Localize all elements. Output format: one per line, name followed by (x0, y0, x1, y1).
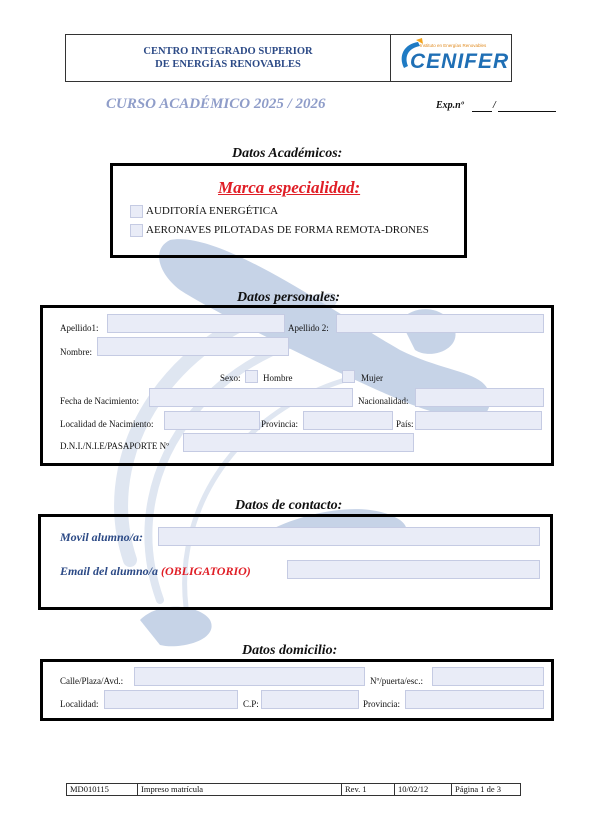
nombre-field[interactable] (97, 337, 289, 356)
movil-field[interactable] (158, 527, 540, 546)
logo (396, 38, 508, 78)
nombre-label: Nombre: (60, 347, 92, 357)
address-title: Datos domicilio: (242, 643, 338, 658)
sexo-label: Sexo: (220, 373, 241, 383)
org-name (66, 45, 390, 71)
logo-text: CENIFER (410, 50, 510, 73)
footer-date: 10/02/12 (394, 783, 452, 796)
exp-line-2 (498, 111, 556, 112)
email-label (60, 564, 251, 579)
email-label-text: Email del alumno/a (60, 564, 159, 578)
course-title: CURSO ACADÉMICO 2025 / 2026 (106, 96, 326, 112)
footer-rev: Rev. 1 (341, 783, 395, 796)
apellido2-label: Apellido 2: (288, 323, 329, 333)
option-drones-label: AERONAVES PILOTADAS DE FORMA REMOTA-DRONES (146, 224, 429, 236)
localidad-label: Localidad: (60, 699, 99, 709)
nacionalidad-field[interactable] (415, 388, 544, 407)
pais-label: País: (396, 419, 414, 429)
hombre-label: Hombre (263, 373, 293, 383)
provincia-nacimiento-field[interactable] (303, 411, 393, 430)
footer-code: MD010115 (66, 783, 138, 796)
header-divider (390, 34, 391, 82)
localidad-nacimiento-field[interactable] (164, 411, 260, 430)
hombre-checkbox[interactable] (245, 370, 258, 383)
numero-field[interactable] (432, 667, 544, 686)
calle-label: Calle/Plaza/Avd.: (60, 676, 124, 686)
numero-label: Nº/puerta/esc.: (370, 676, 424, 686)
calle-field[interactable] (134, 667, 365, 686)
logo-subtext: Instituto en Energías Renovables (420, 43, 487, 48)
email-field[interactable] (287, 560, 540, 579)
localidad-nacimiento-label: Localidad de Nacimiento: (60, 419, 154, 429)
pais-field[interactable] (415, 411, 542, 430)
exp-label: Exp.nº (436, 100, 464, 111)
footer-page: Página 1 de 3 (451, 783, 521, 796)
dni-label: D.N.I./N.I.E/PASAPORTE Nº (60, 441, 169, 451)
provincia-nacimiento-label: Provincia: (261, 419, 298, 429)
footer-doc-name: Impreso matrícula (137, 783, 342, 796)
academic-instruction: Marca especialidad: (218, 178, 361, 197)
org-line1: CENTRO INTEGRADO SUPERIOR (143, 46, 313, 57)
exp-line-1 (472, 111, 492, 112)
nacionalidad-label: Nacionalidad: (358, 396, 409, 406)
contact-title: Datos de contacto: (235, 498, 343, 513)
option-auditoria-label: AUDITORÍA ENERGÉTICA (146, 205, 279, 217)
provincia-field[interactable] (405, 690, 544, 709)
org-line2: DE ENERGÍAS RENOVABLES (155, 59, 301, 70)
apellido1-label: Apellido1: (60, 323, 99, 333)
email-required-text: (OBLIGATORIO) (161, 564, 251, 578)
personal-title: Datos personales: (237, 290, 341, 305)
exp-number (436, 100, 464, 111)
fecha-nacimiento-label: Fecha de Nacimiento: (60, 396, 139, 406)
movil-label: Movil alumno/a: (60, 530, 144, 544)
dni-field[interactable] (183, 433, 414, 452)
mujer-label: Mujer (361, 373, 383, 383)
localidad-field[interactable] (104, 690, 238, 709)
mujer-checkbox[interactable] (342, 370, 355, 383)
exp-separator: / (493, 100, 496, 111)
fecha-nacimiento-field[interactable] (149, 388, 353, 407)
option-auditoria-checkbox[interactable] (130, 205, 143, 218)
apellido1-field[interactable] (107, 314, 285, 333)
cp-label: C.P: (243, 699, 259, 709)
provincia-label: Provincia: (363, 699, 400, 709)
academic-title: Datos Académicos: (232, 146, 343, 161)
option-drones-checkbox[interactable] (130, 224, 143, 237)
cp-field[interactable] (261, 690, 359, 709)
apellido2-field[interactable] (336, 314, 544, 333)
